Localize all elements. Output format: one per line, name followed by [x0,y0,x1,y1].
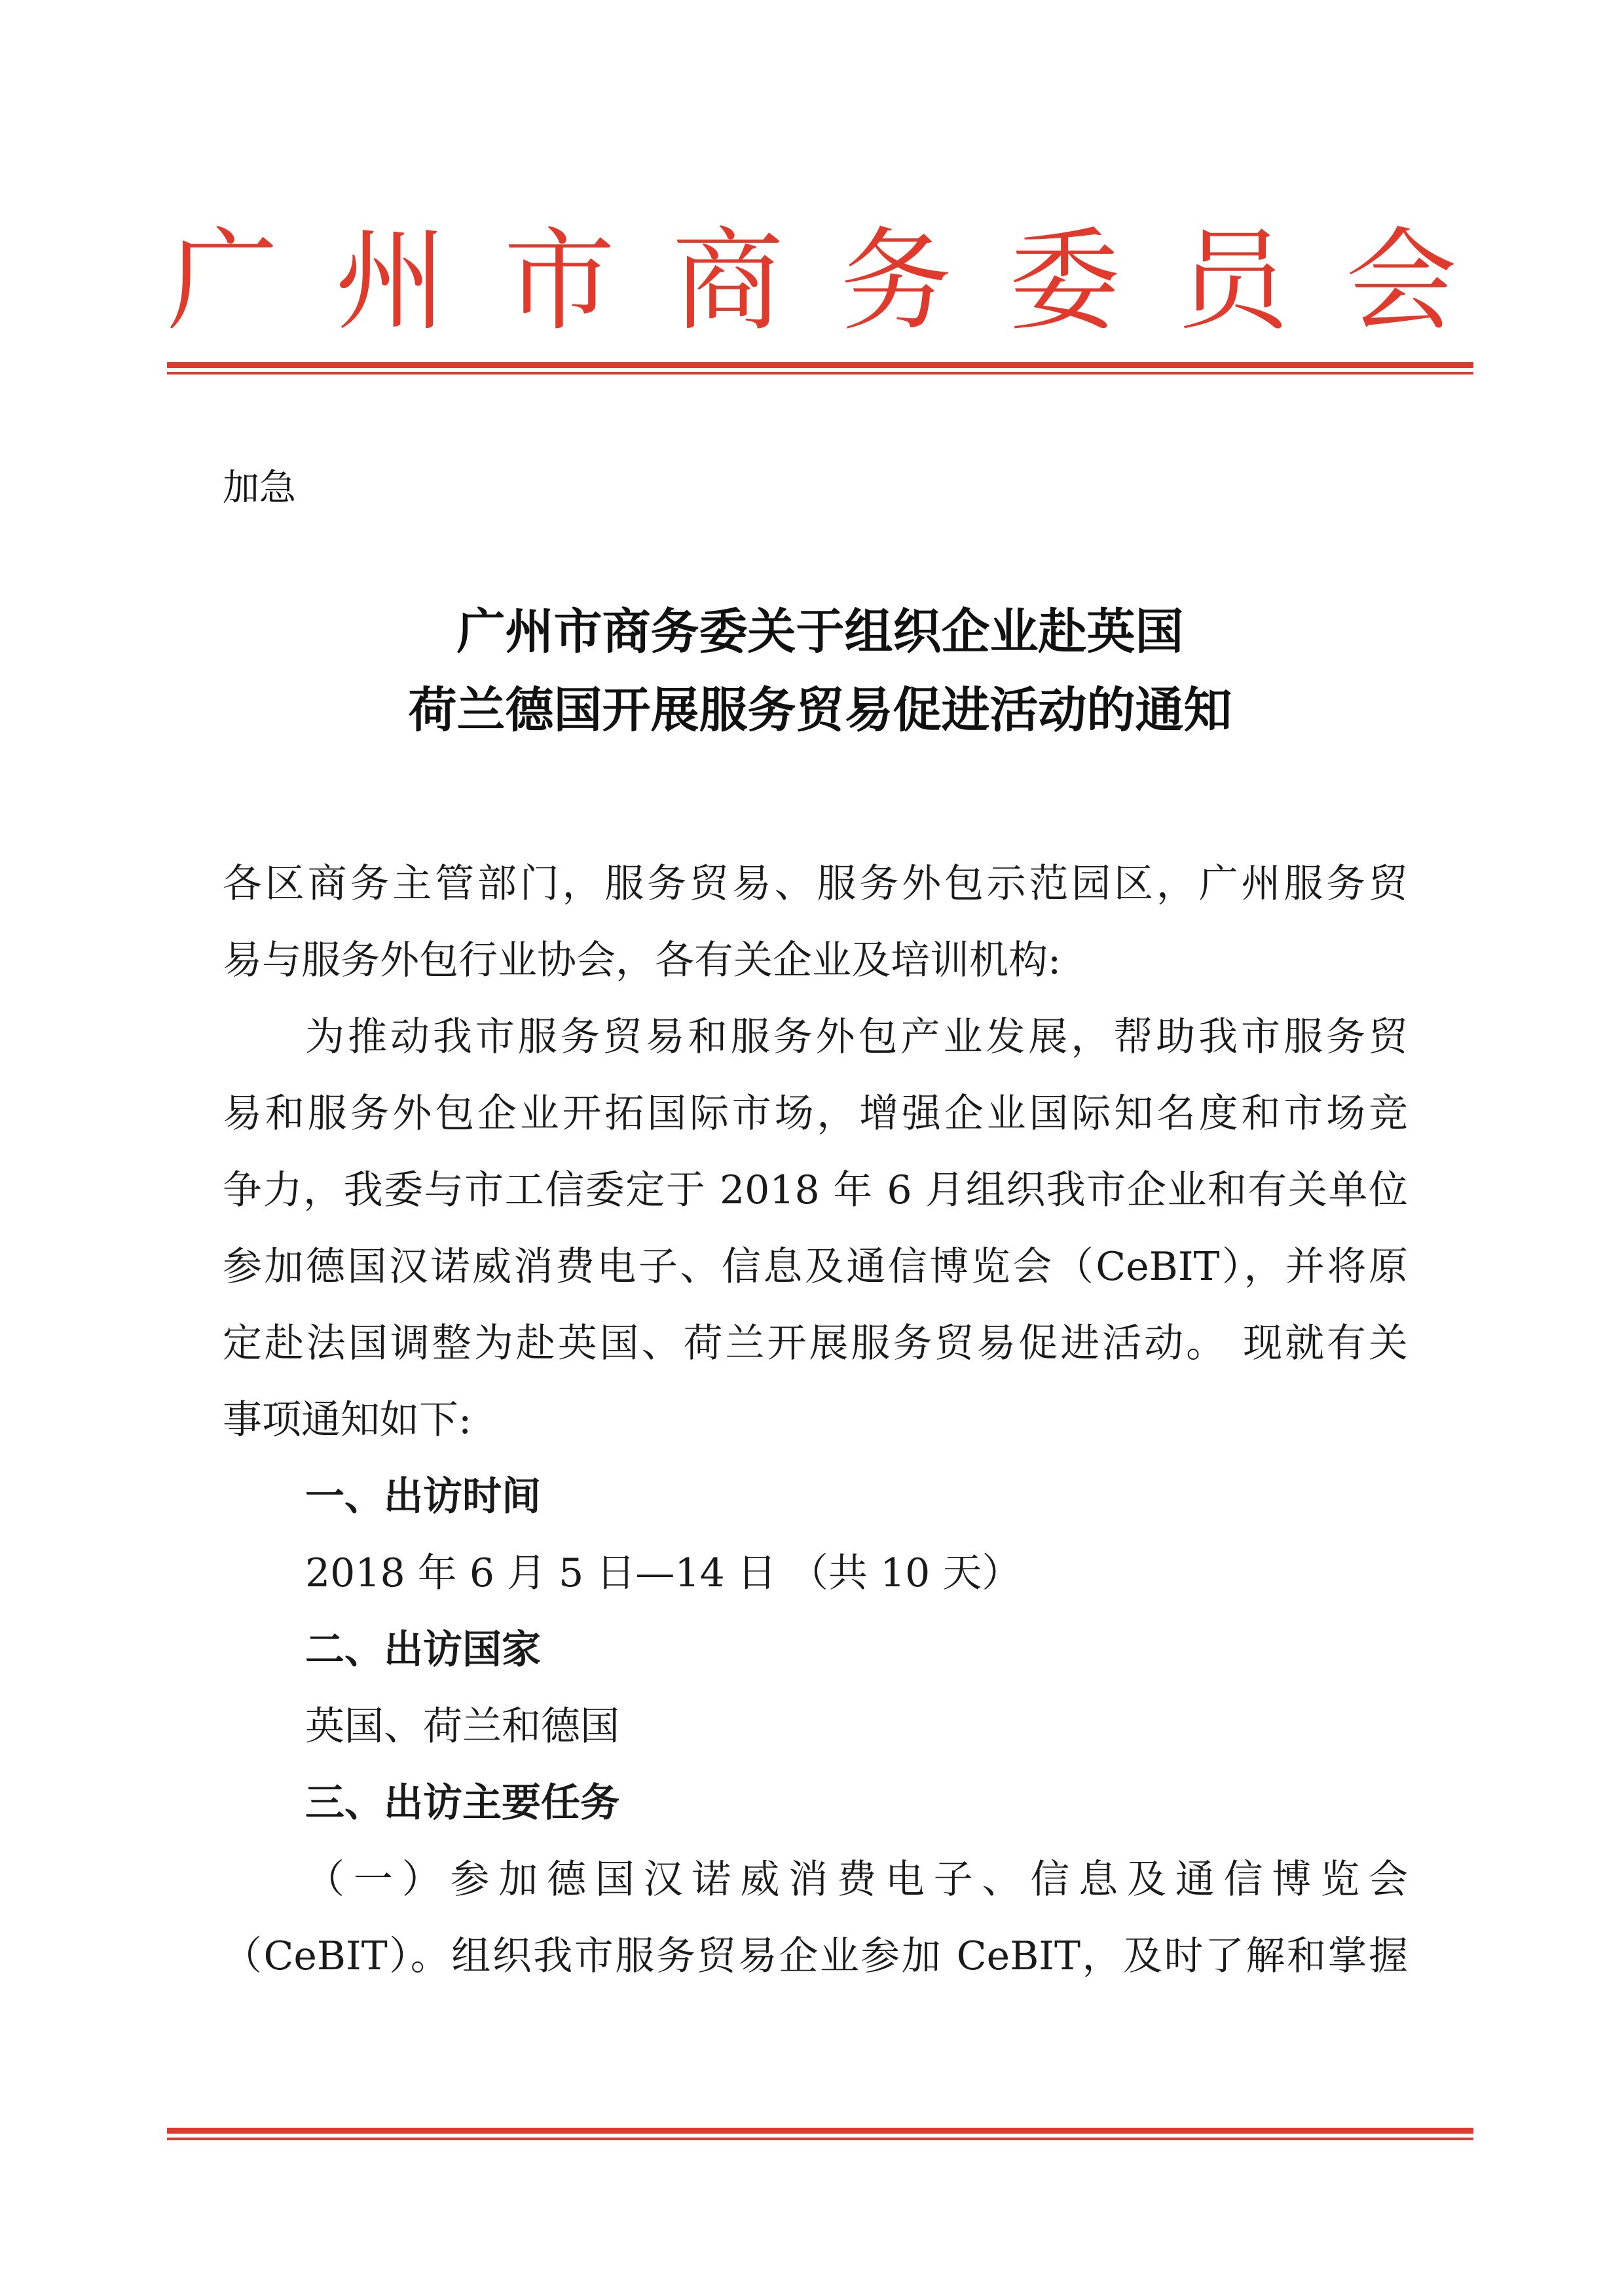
body-paragraph-line: 事项通知如下: [223,1397,472,1443]
visit-countries-value: 英国、荷兰和德国 [305,1704,619,1749]
task-item-line: （CeBIT）。组织我市服务贸易企业参加 CeBIT，及时了解和掌握 [223,1933,1408,1979]
addressee-line-2: 易与服务外包行业协会，各有关企业及培训机构: [223,938,1061,983]
body-paragraph-line: 争力，我委与市工信委定于 2018 年 6 月组织我市企业和有关单位 [223,1167,1408,1213]
document-title-line-1: 广州市商务委关于组织企业赴英国 [456,604,1184,660]
addressee-line-1: 各区商务主管部门，服务贸易、服务外包示范园区，广州服务贸 [223,861,1408,907]
letterhead-red-rule [167,362,1473,374]
section-heading-main-tasks: 三、出访主要任务 [305,1780,619,1826]
section-heading-visit-time: 一、出访时间 [305,1474,541,1520]
section-heading-visit-countries: 二、出访国家 [305,1627,541,1673]
urgency-label: 加急 [223,467,296,509]
task-item-line: （一）参加德国汉诺威消费电子、信息及通信博览会 [305,1857,1408,1903]
body-paragraph-line: 易和服务外包企业开拓国际市场，增强企业国际知名度和市场竞 [223,1091,1408,1137]
footer-red-rule [167,2128,1473,2140]
body-paragraph-line: 为推动我市服务贸易和服务外包产业发展，帮助我市服务贸 [305,1014,1408,1060]
letterhead-org-name: 广州市商务委员会 [167,217,1457,346]
body-paragraph-line: 定赴法国调整为赴英国、荷兰开展服务贸易促进活动。 现就有关 [223,1321,1408,1366]
body-paragraph-line: 参加德国汉诺威消费电子、信息及通信博览会（CeBIT），并将原 [223,1244,1408,1290]
document-title-line-2: 荷兰德国开展服务贸易促进活动的通知 [408,682,1232,738]
visit-time-value: 2018 年 6 月 5 日—14 日 （共 10 天） [305,1550,1022,1596]
document-title [167,592,1473,750]
